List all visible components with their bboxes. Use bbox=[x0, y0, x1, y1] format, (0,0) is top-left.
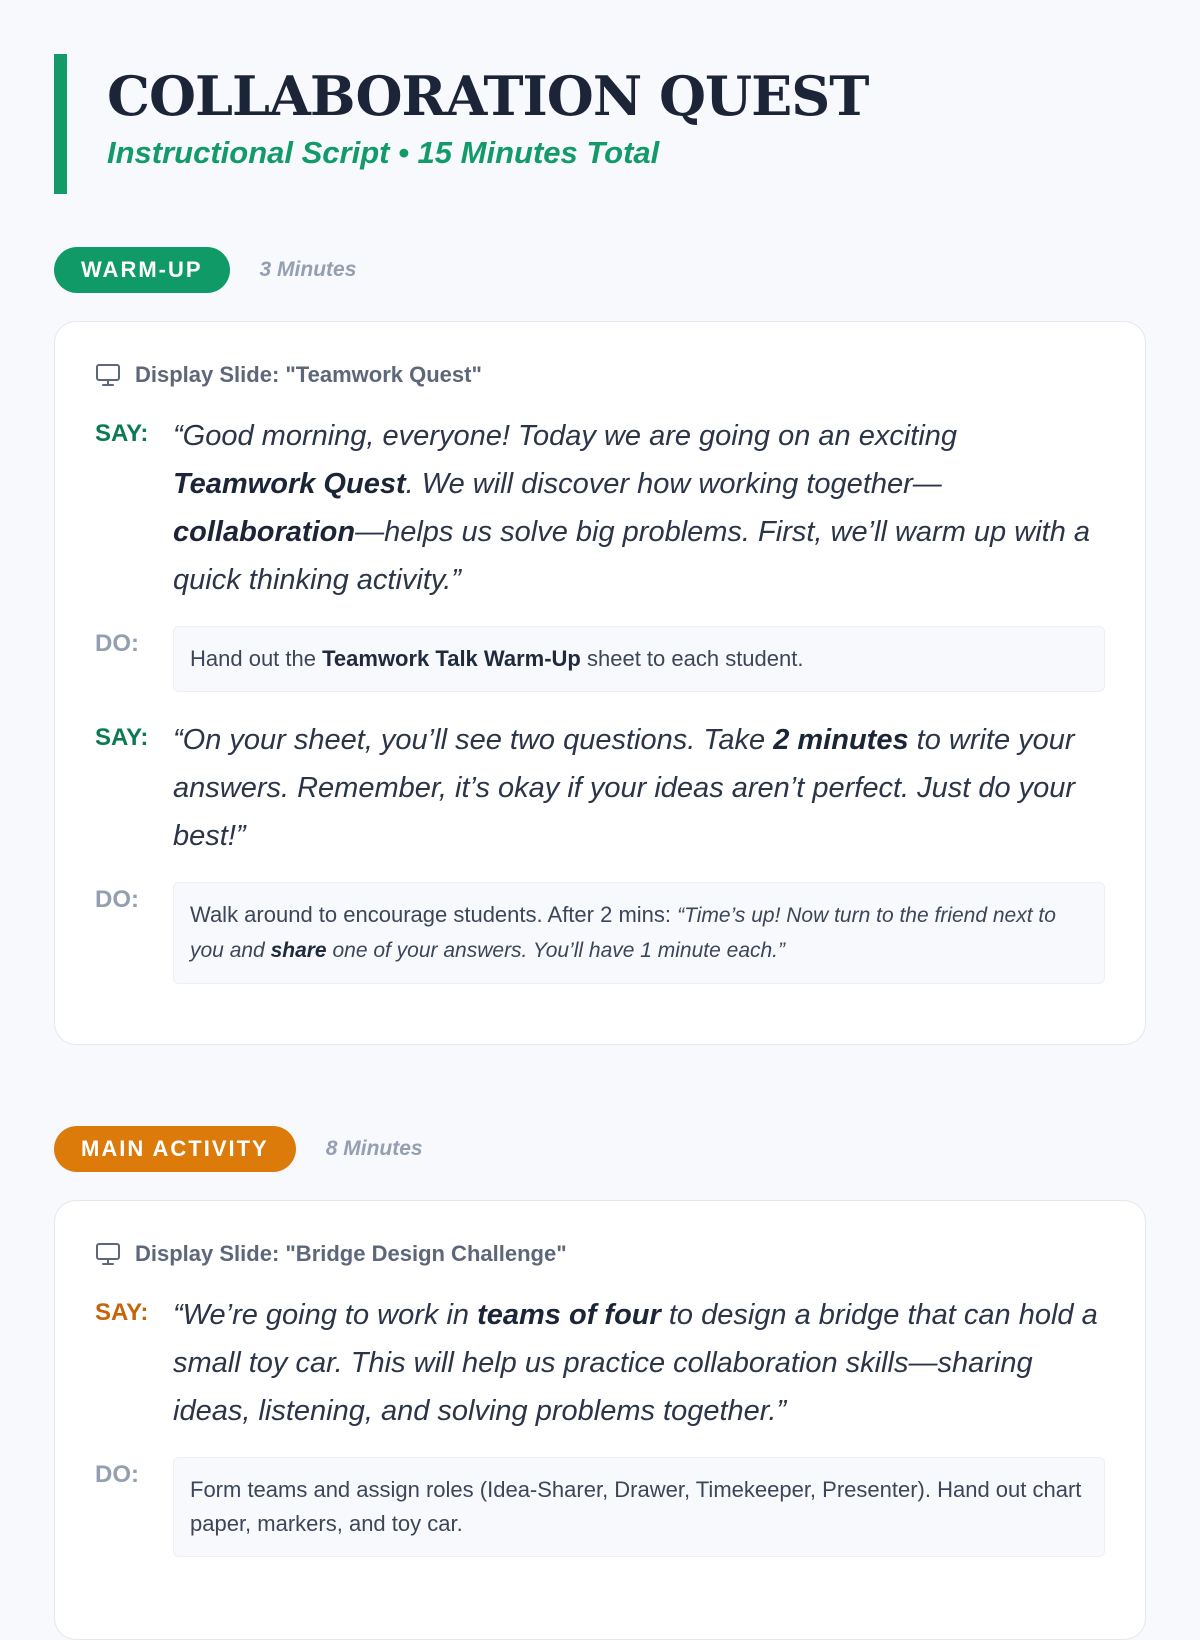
section-duration: 3 Minutes bbox=[259, 258, 357, 281]
say-block bbox=[95, 1291, 1105, 1435]
display-slide-note bbox=[95, 1241, 1105, 1267]
monitor-icon bbox=[95, 1242, 121, 1266]
section-badge-warm-up: WARM-UP bbox=[54, 247, 230, 293]
do-label: DO: bbox=[95, 886, 139, 913]
section-duration: 8 Minutes bbox=[325, 1137, 423, 1160]
display-slide-note bbox=[95, 362, 1105, 388]
do-block bbox=[95, 1457, 1105, 1557]
do-instruction: Walk around to encourage students. After 2 mins: “Time’s up! Now turn to the friend next to you and share one of your answers. You’ll have 1 minute each.” bbox=[173, 882, 1105, 984]
do-label: DO: bbox=[95, 630, 139, 657]
say-label: SAY: bbox=[95, 420, 149, 447]
say-block bbox=[95, 716, 1105, 860]
say-block bbox=[95, 412, 1105, 604]
say-label: SAY: bbox=[95, 1299, 149, 1326]
display-slide-text: Display Slide: "Teamwork Quest" bbox=[135, 362, 482, 387]
say-label: SAY: bbox=[95, 724, 149, 751]
section-header-main-activity bbox=[54, 1126, 423, 1172]
do-label: DO: bbox=[95, 1461, 139, 1488]
display-slide-text: Display Slide: "Bridge Design Challenge" bbox=[135, 1241, 567, 1266]
say-text: “On your sheet, you’ll see two questions. Take 2 minutes to write your answers. Remember, it’s okay if your ideas aren’t perfect. Just do your best!” bbox=[173, 724, 1076, 852]
say-text: “Good morning, everyone! Today we are going on an exciting Teamwork Quest. We will discover how working together—collaboration—helps us solve big problems. First, we’ll warm up with a quick thinking activity.” bbox=[173, 420, 1091, 596]
page-header bbox=[54, 54, 868, 194]
section-card-main-activity bbox=[54, 1200, 1146, 1640]
monitor-icon bbox=[95, 363, 121, 387]
section-card-warm-up bbox=[54, 321, 1146, 1045]
section-header-warm-up bbox=[54, 247, 356, 293]
section-badge-main-activity: MAIN ACTIVITY bbox=[54, 1126, 296, 1172]
page-title: COLLABORATION QUEST bbox=[107, 64, 869, 128]
say-text: “We’re going to work in teams of four to design a bridge that can hold a small toy car. This will help us practice collaboration skills—sharing ideas, listening, and solving problems together.” bbox=[173, 1299, 1098, 1427]
page-subtitle: Instructional Script • 15 Minutes Total bbox=[107, 134, 660, 170]
do-block bbox=[95, 882, 1105, 984]
do-instruction: Form teams and assign roles (Idea-Sharer, Drawer, Timekeeper, Presenter). Hand out chart paper, markers, and toy car. bbox=[173, 1457, 1105, 1557]
do-block bbox=[95, 626, 1105, 692]
do-instruction: Hand out the Teamwork Talk Warm-Up sheet to each student. bbox=[173, 626, 1105, 692]
